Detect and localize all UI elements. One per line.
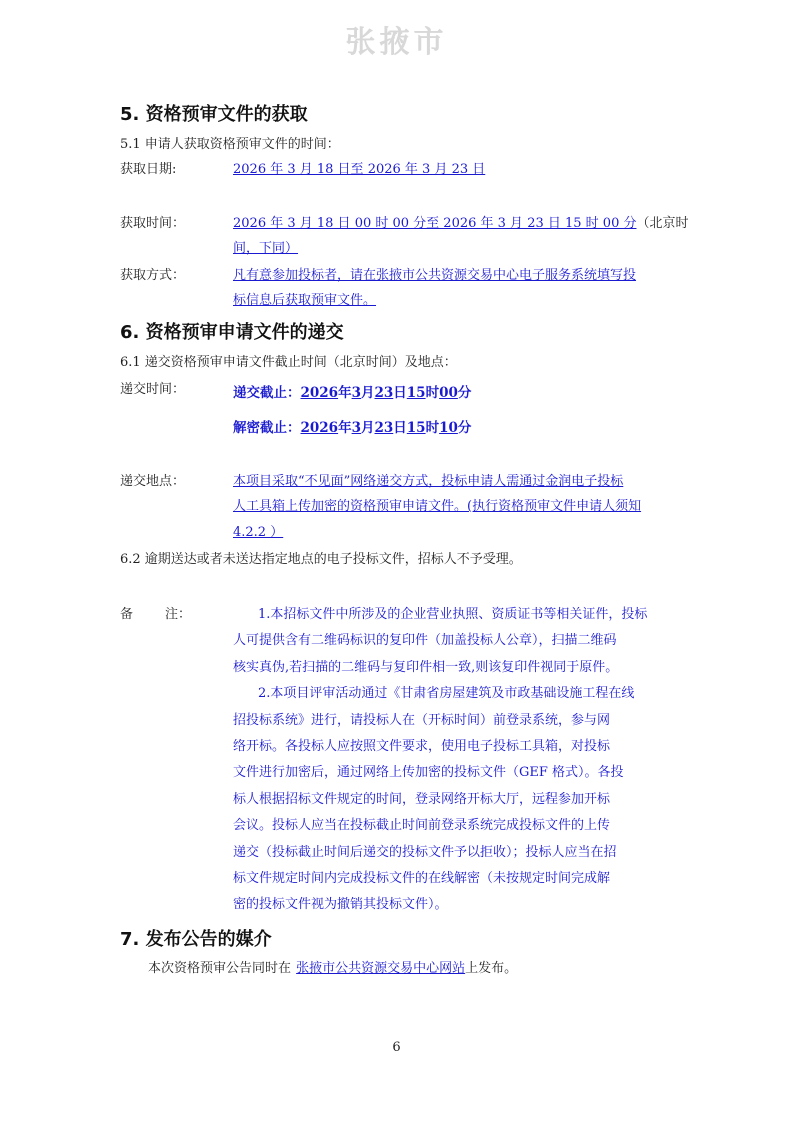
notes-line: 标人根据招标文件规定的时间，登录网络开标大厅，远程参加开标 bbox=[233, 791, 611, 807]
submit-hour-unit: 时 bbox=[425, 385, 440, 401]
notes-label-1: 备 bbox=[120, 607, 134, 622]
decrypt-year: 2026 bbox=[300, 420, 339, 436]
submit-day: 23 bbox=[374, 385, 394, 401]
page-number: 6 bbox=[392, 1040, 401, 1055]
time-value-line2: 间，下同） bbox=[233, 241, 299, 256]
deadline-label: 递交时间： bbox=[120, 382, 186, 397]
notes-line: 核实真伪,若扫描的二维码与复印件相一致,则该复印件视同于原件。 bbox=[233, 659, 619, 675]
submit-deadline-prefix: 递交截止： bbox=[233, 385, 301, 401]
section7-suffix: 上发布。 bbox=[465, 961, 518, 976]
method-line2: 标信息后获取预审文件。 bbox=[233, 293, 377, 308]
method-line1: 凡有意参加投标者，请在张掖市公共资源交易中心电子服务系统填写投 bbox=[233, 268, 637, 283]
notes-line: 招投标系统》进行，请投标人在（开标时间）前登录系统，参与网 bbox=[233, 712, 611, 728]
decrypt-minute: 10 bbox=[439, 420, 458, 436]
submit-day-unit: 日 bbox=[393, 385, 407, 401]
decrypt-deadline-prefix: 解密截止： bbox=[233, 420, 301, 436]
time-value: 2026 年 3 月 18 日 00 时 00 分至 2026 年 3 月 23 日 15 时 00 分 bbox=[233, 216, 637, 231]
time-suffix: （北京时 bbox=[636, 216, 689, 231]
place-line3: 4.2.2 ） bbox=[233, 525, 284, 540]
section6-subheading: 6.1 递交资格预审申请文件截止时间（北京时间）及地点： bbox=[120, 355, 457, 370]
decrypt-minute-unit: 分 bbox=[457, 420, 472, 436]
section7-heading: 7. 发布公告的媒介 bbox=[120, 929, 272, 950]
decrypt-year-unit: 年 bbox=[338, 420, 352, 436]
method-label: 获取方式： bbox=[120, 268, 186, 283]
submit-year-unit: 年 bbox=[338, 385, 352, 401]
submit-year: 2026 bbox=[300, 385, 339, 401]
section7-prefix: 本次资格预审公告同时在 bbox=[148, 961, 292, 976]
notes-line: 络开标。各投标人应按照文件要求，使用电子投标工具箱，对投标 bbox=[233, 739, 611, 754]
section6-heading: 6. 资格预审申请文件的递交 bbox=[120, 322, 344, 343]
time-label: 获取时间： bbox=[120, 216, 186, 231]
decrypt-hour-unit: 时 bbox=[425, 420, 440, 436]
date-value: 2026 年 3 月 18 日至 2026 年 3 月 23 日 bbox=[233, 162, 486, 177]
place-line2: 人工具箱上传加密的资格预审申请文件。(执行资格预审文件申请人须知 bbox=[233, 499, 642, 514]
notes-line: 标文件规定时间内完成投标文件的在线解密（未按规定时间完成解 bbox=[233, 871, 611, 886]
submit-month: 3 bbox=[351, 385, 361, 401]
submit-minute: 00 bbox=[439, 385, 458, 401]
place-label: 递交地点： bbox=[120, 474, 186, 489]
time-value-row bbox=[233, 212, 689, 231]
submit-hour: 15 bbox=[406, 385, 426, 401]
date-label: 获取日期: bbox=[120, 162, 177, 177]
notes-line: 人可提供含有二维码标识的复印件（加盖投标人公章），扫描二维码 bbox=[233, 633, 617, 649]
decrypt-month: 3 bbox=[351, 420, 361, 436]
place-line1: 本项目采取“不见面”网络递交方式，投标申请人需通过金润电子投标 bbox=[233, 474, 624, 489]
decrypt-day-unit: 日 bbox=[393, 420, 407, 436]
section7-link[interactable]: 张掖市公共资源交易中心网站 bbox=[296, 961, 466, 976]
section7-text bbox=[148, 957, 517, 976]
submit-deadline bbox=[233, 381, 471, 401]
section6-2-text: 6.2 逾期送达或者未送达指定地点的电子投标文件，招标人不予受理。 bbox=[120, 552, 522, 567]
notes-label-2: 注： bbox=[165, 607, 192, 622]
notes-line: 1.本招标文件中所涉及的企业营业执照、资质证书等相关证件，投标 bbox=[258, 607, 648, 622]
notes-line: 2.本项目评审活动通过《甘肃省房屋建筑及市政基础设施工程在线 bbox=[258, 686, 635, 702]
decrypt-hour: 15 bbox=[406, 420, 426, 436]
notes-line: 文件进行加密后，通过网络上传加密的投标文件（GEF 格式）。各投 bbox=[233, 765, 624, 781]
decrypt-month-unit: 月 bbox=[360, 420, 375, 436]
decrypt-day: 23 bbox=[374, 420, 394, 436]
notes-line: 递交（投标截止时间后递交的投标文件予以拒收）；投标人应当在招 bbox=[233, 844, 617, 860]
section5-subheading: 5.1 申请人获取资格预审文件的时间： bbox=[120, 137, 340, 152]
submit-minute-unit: 分 bbox=[457, 385, 472, 401]
section5-heading: 5. 资格预审文件的获取 bbox=[120, 104, 308, 125]
watermark-text: 张掖市 bbox=[345, 25, 448, 60]
submit-month-unit: 月 bbox=[360, 385, 375, 401]
notes-line: 会议。投标人应当在投标截止时间前登录系统完成投标文件的上传 bbox=[233, 818, 611, 834]
decrypt-deadline bbox=[233, 416, 471, 436]
notes-line: 密的投标文件视为撤销其投标文件）。 bbox=[233, 897, 448, 913]
